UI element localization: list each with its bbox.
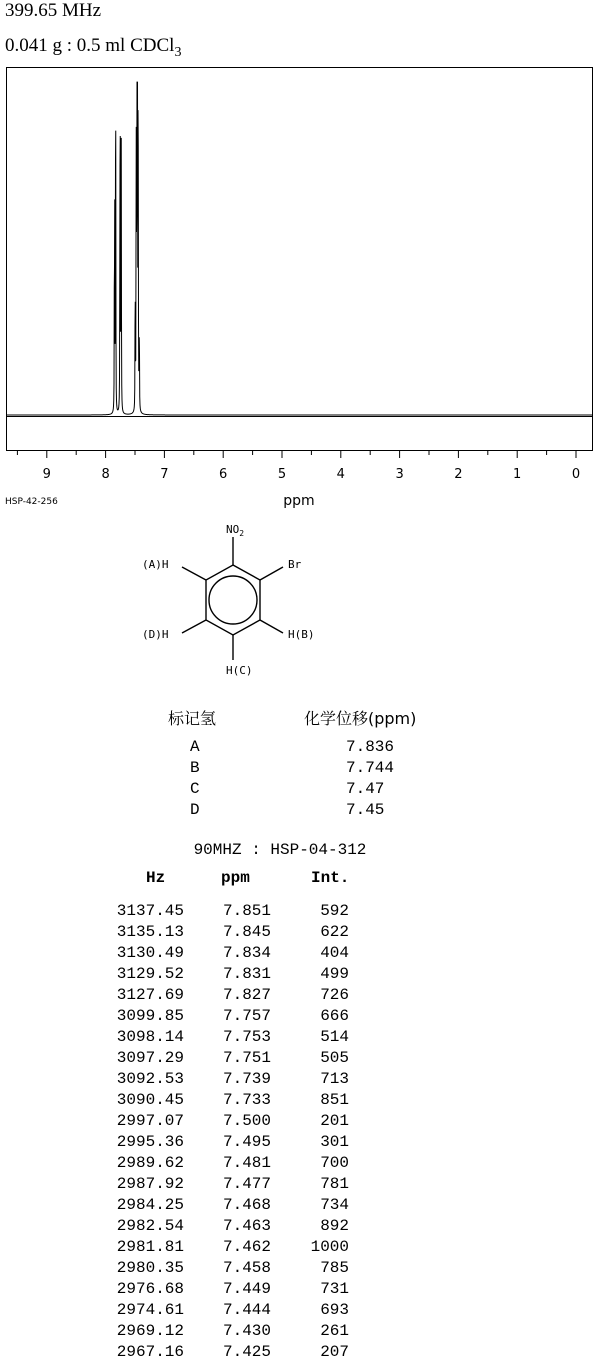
peak-ppm: 7.425 xyxy=(222,1343,271,1361)
peak-intensity: 622 xyxy=(320,923,349,941)
peak-ppm: 7.827 xyxy=(222,986,271,1004)
x-tick-label: 3 xyxy=(395,467,404,482)
assignment-label: A xyxy=(190,738,200,756)
sample-text: 0.041 g : 0.5 ml CDCl xyxy=(5,35,175,56)
peak-ppm: 7.753 xyxy=(222,1028,271,1046)
peak-header-hz: Hz xyxy=(146,869,166,887)
bond-ha xyxy=(182,567,206,580)
peak-hz: 2997.07 xyxy=(116,1112,184,1130)
label-hc: H(C) xyxy=(226,664,253,677)
peak-intensity: 892 xyxy=(320,1217,349,1235)
peak-hz: 2974.61 xyxy=(116,1301,184,1319)
aromatic-circle xyxy=(209,576,257,624)
peak-ppm: 7.831 xyxy=(222,965,271,983)
peak-intensity: 713 xyxy=(320,1070,349,1088)
peak-intensity: 201 xyxy=(320,1112,349,1130)
x-tick-label: 0 xyxy=(571,467,581,482)
peak-hz: 3090.45 xyxy=(116,1091,184,1109)
peak-ppm: 7.495 xyxy=(222,1133,271,1151)
peak-ppm: 7.733 xyxy=(222,1091,271,1109)
bond-hd xyxy=(182,620,206,633)
peak-hz: 2976.68 xyxy=(116,1280,184,1298)
peak-hz: 3097.29 xyxy=(116,1049,184,1067)
plot-frame xyxy=(7,68,593,451)
peak-ppm: 7.449 xyxy=(222,1280,271,1298)
peak-hz: 3099.85 xyxy=(116,1007,184,1025)
peak-intensity: 731 xyxy=(320,1280,349,1298)
spectrum-code: HSP-42-256 xyxy=(5,497,58,507)
x-tick-label: 6 xyxy=(219,467,228,482)
label-ha: (A)H xyxy=(142,558,169,571)
label-no2: $NO_2$ xyxy=(226,523,245,538)
x-tick-label: 1 xyxy=(513,467,522,482)
label-hb: H(B) xyxy=(288,628,315,641)
assignment-shift: 7.45 xyxy=(346,801,385,819)
x-tick-label: 9 xyxy=(42,467,51,482)
peak-hz: 3129.52 xyxy=(116,965,184,983)
peak-hz: 3130.49 xyxy=(116,944,184,962)
peak-hz: 3098.14 xyxy=(116,1028,184,1046)
peak-ppm: 7.834 xyxy=(222,944,271,962)
peak-intensity: 404 xyxy=(320,944,349,962)
peak-ppm: 7.845 xyxy=(222,923,271,941)
peak-intensity: 781 xyxy=(320,1175,349,1193)
spectrum-trace xyxy=(7,82,592,415)
peak-hz: 3135.13 xyxy=(116,923,184,941)
peak-ppm: 7.463 xyxy=(222,1217,271,1235)
x-axis-ticks xyxy=(17,451,576,458)
peak-ppm: 7.739 xyxy=(222,1070,271,1088)
peak-header-ppm: ppm xyxy=(221,869,250,887)
peak-intensity: 693 xyxy=(320,1301,349,1319)
x-axis-tick-labels xyxy=(43,467,580,482)
peak-ppm: 7.757 xyxy=(222,1007,271,1025)
peak-header-int: Int. xyxy=(311,869,350,887)
x-tick-label: 4 xyxy=(336,467,345,482)
peak-hz: 2967.16 xyxy=(116,1343,184,1361)
x-tick-label: 8 xyxy=(101,467,110,482)
peak-ppm: 7.430 xyxy=(222,1322,271,1340)
peak-ppm: 7.851 xyxy=(222,902,271,920)
peak-hz: 2987.92 xyxy=(116,1175,184,1193)
peak-intensity: 851 xyxy=(320,1091,349,1109)
peak-ppm: 7.751 xyxy=(222,1049,271,1067)
sample-subscript: 3 xyxy=(174,44,182,60)
peak-hz: 3092.53 xyxy=(116,1070,184,1088)
peak-hz: 2984.25 xyxy=(116,1196,184,1214)
assignment-col-shift: 化学位移(ppm) xyxy=(304,709,417,728)
peak-intensity: 514 xyxy=(320,1028,349,1046)
assignment-shift: 7.47 xyxy=(346,780,385,798)
peak-hz: 2982.54 xyxy=(116,1217,184,1235)
peak-intensity: 700 xyxy=(320,1154,349,1172)
peak-intensity: 499 xyxy=(320,965,349,983)
peak-ppm: 7.477 xyxy=(222,1175,271,1193)
peak-hz: 2969.12 xyxy=(116,1322,184,1340)
peak-ppm: 7.500 xyxy=(222,1112,271,1130)
sample-concentration xyxy=(5,35,181,61)
peak-hz: 2989.62 xyxy=(116,1154,184,1172)
assignment-label: D xyxy=(190,801,200,819)
peak-ppm: 7.458 xyxy=(222,1259,271,1277)
peak-intensity: 785 xyxy=(320,1259,349,1277)
peak-hz: 3137.45 xyxy=(116,902,184,920)
peak-list-title: 90MHZ : HSP-04-312 xyxy=(193,841,367,859)
spectrometer-frequency: 399.65 MHz xyxy=(5,0,102,21)
bond-hb xyxy=(260,620,283,633)
peak-intensity: 734 xyxy=(320,1196,349,1214)
assignment-label: C xyxy=(190,780,200,798)
label-br: Br xyxy=(288,558,302,571)
assignment-col-label: 标记氢 xyxy=(168,709,217,728)
assignment-label: B xyxy=(190,759,200,777)
x-tick-label: 2 xyxy=(454,467,463,482)
peak-intensity: 1000 xyxy=(310,1238,349,1256)
molecule-structure xyxy=(120,515,350,685)
peak-hz: 2980.35 xyxy=(116,1259,184,1277)
peak-ppm: 7.468 xyxy=(222,1196,271,1214)
x-axis-label: ppm xyxy=(283,493,315,509)
peak-intensity: 726 xyxy=(320,986,349,1004)
peak-intensity: 505 xyxy=(320,1049,349,1067)
peak-hz: 2981.81 xyxy=(116,1238,184,1256)
peak-hz: 3127.69 xyxy=(116,986,184,1004)
peak-intensity: 261 xyxy=(320,1322,349,1340)
x-tick-label: 7 xyxy=(160,467,169,482)
assignment-shift: 7.744 xyxy=(346,759,395,777)
peak-intensity: 592 xyxy=(320,902,349,920)
peak-intensity: 666 xyxy=(320,1007,349,1025)
assignment-shift: 7.836 xyxy=(346,738,395,756)
peak-intensity: 301 xyxy=(320,1133,349,1151)
peak-ppm: 7.444 xyxy=(222,1301,271,1319)
peak-hz: 2995.36 xyxy=(116,1133,184,1151)
peak-intensity: 207 xyxy=(320,1343,349,1361)
bond-br xyxy=(260,567,283,580)
label-hd: (D)H xyxy=(142,628,169,641)
x-tick-label: 5 xyxy=(277,467,287,482)
peak-ppm: 7.462 xyxy=(222,1238,271,1256)
peak-ppm: 7.481 xyxy=(222,1154,271,1172)
